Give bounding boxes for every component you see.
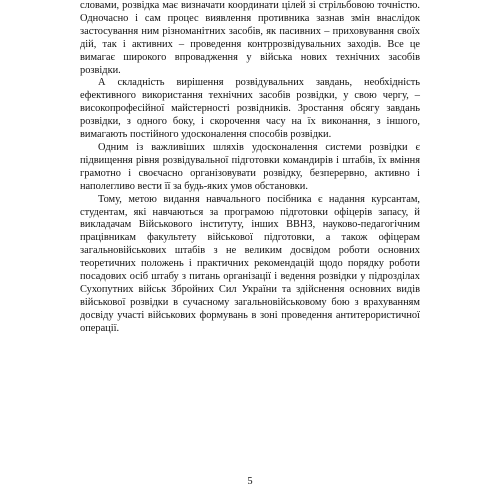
body-text xyxy=(80,0,420,336)
paragraph-4: Тому, метою видання навчального посібника є надання курсантам, студентам, які навчаються за програмою підготовки офіцерів запасу, й викладачам Військового інституту, інших ВВНЗ, науково-педагогічним працівникам факультету військової підготовки, а також офіцерам загальновійськових штабів з не великим досвідом роботи основних теоретичних положень і практичних рекомендацій щодо порядку роботи посадових осіб штабу з питань організації і ведення розвідки у підрозділах Сухопутних військ Збройних Сил України та здійснення основних видів військової розвідки в сучасному загальновійськовому бою з врахуванням досвіду участі військових формувань в зоні проведення антитерористичної операції. xyxy=(80,193,420,334)
paragraph-3: Одним із важливіших шляхів удосконалення системи розвідки є підвищення рівня розвідувальної підготовки командирів і штабів, їх вміння грамотно і своєчасно організовувати розвідку, безперервно, активно і наполегливо вести її за будь-яких умов обстановки. xyxy=(80,141,420,192)
paragraph-1: словами, розвідка має визначати координати цілей зі стрільбовою точністю. Одночасно і сам процес виявлення противника зазнав змін внаслідок застосування ним різноманітних засобів, як пасивних – приховування своїх дій, так і активних – проведення контррозвідувальних заходів. Все це вимагає широкого впровадження у війська нових технічних засобів розвідки. xyxy=(80,0,420,76)
paragraph-2: А складність вирішення розвідувальних завдань, необхідність ефективного використання технічних засобів розвідки, у свою чергу, – високопрофесійної майстерності розвідників. Зростання обсягу завдань розвідки, з одного боку, і скорочення часу на їх виконання, з іншого, вимагають постійного удосконалення способів розвідки. xyxy=(80,77,420,141)
page-number: 5 xyxy=(247,476,253,487)
